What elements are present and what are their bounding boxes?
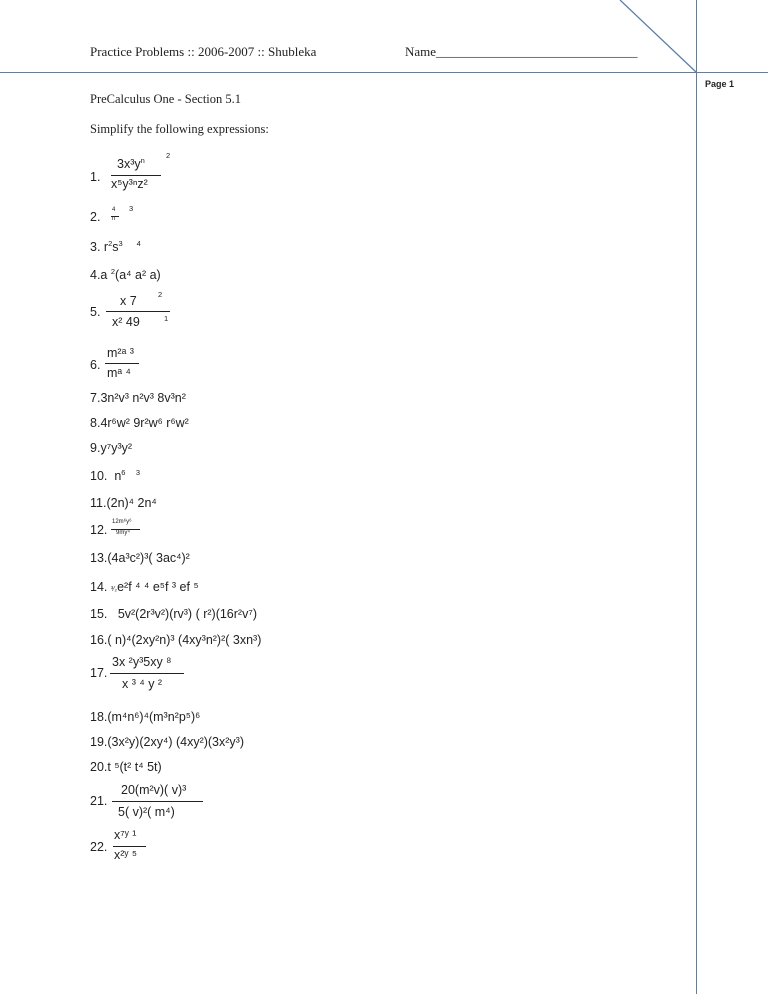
problem-4-expression: (a⁴ a² a): [115, 268, 161, 282]
problem-4: 4.a $^2$(a⁴ a² a): [90, 267, 161, 282]
problem-4-number: 4.a: [90, 268, 108, 282]
problem-16-expression: ( n)⁴(2xy²n)³ (4xy³n²)²( 3xn³): [107, 633, 262, 647]
problem-7-number: 7.: [90, 391, 101, 405]
problem-13-number: 13.: [90, 551, 108, 565]
problem-12-number: 12.: [90, 523, 108, 537]
problem-3: 3. $r^2s^3$ $^4$: [90, 239, 141, 254]
problem-10-expression: n: [114, 469, 122, 483]
problem-20: [90, 760, 162, 774]
problem-2-outer-exp: 3: [129, 204, 134, 213]
problem-6-expression: [105, 346, 145, 386]
header-title: Practice Problems :: 2006-2007 :: Shubleka: [90, 44, 317, 59]
fraction-bar: [110, 673, 184, 674]
problem-3-number: 3.: [90, 240, 101, 254]
problem-20-expression: t ⁵(t² t⁴ 5t): [107, 760, 162, 774]
problem-5-exp-bottom: 1: [164, 314, 169, 323]
problem-18-number: 18.: [90, 710, 108, 724]
problem-2-denominator: n: [112, 216, 116, 222]
problem-16-number: 16.: [90, 633, 108, 647]
problem-6-numerator: m²ᵃ ³: [107, 346, 134, 360]
fraction-bar: [106, 311, 170, 312]
problem-2-expression: [111, 204, 141, 229]
problem-12-denominator: 9my⁴: [116, 530, 130, 536]
problem-8: [90, 416, 189, 430]
fraction-bar: [113, 846, 146, 847]
problem-8-expression: 4r⁶w² 9r²w⁶ r⁶w²: [100, 416, 189, 430]
problem-21-numerator: 20(m²v)( v)³: [121, 783, 187, 797]
problem-20-number: 20.: [90, 760, 108, 774]
problem-17-denominator: x ³ ⁴ y ²: [122, 677, 163, 691]
problem-14-expression: e²f ⁴ ⁴ e⁵f ³ ef ⁵: [117, 580, 199, 594]
problem-15: [90, 607, 257, 621]
name-blank: _______________________________: [436, 44, 638, 59]
instructions: Simplify the following expressions:: [90, 122, 269, 136]
problem-1-outer-exp: 2: [166, 151, 171, 160]
problem-12-numerator: 12m⁶y⁶: [112, 519, 132, 525]
problem-1-numerator-exp: n: [140, 156, 145, 165]
problem-1-numerator: 3x³y: [117, 157, 141, 171]
problem-9-number: 9.: [90, 441, 101, 455]
problem-17-expression: [110, 655, 190, 695]
problem-5-number: 5.: [90, 305, 101, 319]
problem-17-number: 17.: [90, 666, 108, 680]
problem-3-outer-exp: 4: [136, 239, 141, 248]
problem-9: [90, 441, 132, 455]
problem-6-number: 6.: [90, 358, 101, 372]
problem-19-expression: (3x²y)(2xy⁴) (4xy²)(3x²y³): [107, 735, 244, 749]
problem-17-numerator: 3x ²y³5xy ⁸: [112, 655, 172, 669]
problem-19: [90, 735, 244, 749]
problem-18: [90, 710, 200, 724]
problem-21-expression: [112, 783, 207, 825]
problem-3-expression: r: [103, 240, 109, 254]
problem-18-expression: (m⁴n⁶)⁴(m³n²p⁵)⁶: [107, 710, 201, 724]
problem-10: [90, 469, 140, 483]
problem-15-number: 15.: [90, 607, 108, 621]
problem-10-number: 10.: [90, 469, 108, 483]
page-number: Page 1: [705, 79, 735, 89]
problem-5-exp-top: 2: [158, 290, 163, 299]
fraction-bar: [111, 175, 161, 176]
problem-14-number: 14.: [90, 580, 108, 594]
problem-2-number: 2.: [90, 210, 101, 224]
problem-11-expression: (2n)⁴ 2n⁴: [106, 496, 157, 510]
problem-14: 14. ³⁄₂e²f ⁴ ⁴ e⁵f ³ ef ⁵: [90, 580, 199, 594]
problem-22-expression: [113, 828, 153, 870]
problem-1-denominator: x⁵y³ⁿz²: [111, 177, 148, 191]
problem-11-number: 11.: [90, 496, 107, 510]
problem-16: [90, 633, 261, 647]
problem-22-number: 22.: [90, 840, 108, 854]
problem-6-denominator: mᵃ ⁴: [107, 366, 131, 380]
fraction-bar: [112, 801, 203, 802]
problem-5-expression: [106, 290, 176, 336]
problem-9-expression: y⁷y³y²: [100, 441, 133, 455]
problem-15-expression: 5v²(2r³v²)(rv³) ( r²)(16r²v⁷): [117, 607, 258, 621]
section-title: PreCalculus One - Section 5.1: [90, 92, 242, 106]
problem-7: [90, 391, 186, 405]
problem-11: [90, 496, 157, 510]
problem-13-expression: (4a³c²)³( 3ac⁴)²: [107, 551, 190, 565]
problem-2-numerator: 4: [112, 207, 116, 213]
fraction-bar: [105, 363, 139, 364]
problem-1-expression: [111, 151, 171, 197]
problem-22-numerator: x⁷ʸ ¹: [114, 828, 137, 842]
problem-13: [90, 551, 190, 565]
problem-19-number: 19.: [90, 735, 108, 749]
problem-5-numerator: x 7: [120, 294, 137, 308]
name-field: [405, 44, 638, 60]
name-label: Name: [405, 44, 437, 59]
problem-21-denominator: 5( v)²( m⁴): [118, 805, 175, 819]
problem-22-denominator: x²ʸ ⁵: [114, 848, 138, 862]
problem-21-number: 21.: [90, 794, 108, 808]
problem-7-expression: 3n²v³ n²v³ 8v³n²: [100, 391, 186, 405]
problem-12-expression: [111, 519, 151, 543]
problem-10-exp-a: 6: [121, 468, 126, 477]
problem-10-exp-b: 3: [135, 468, 141, 477]
problem-5-denominator: x² 49: [112, 315, 140, 329]
problem-8-number: 8.: [90, 416, 101, 430]
problem-1-number: 1.: [90, 170, 101, 184]
